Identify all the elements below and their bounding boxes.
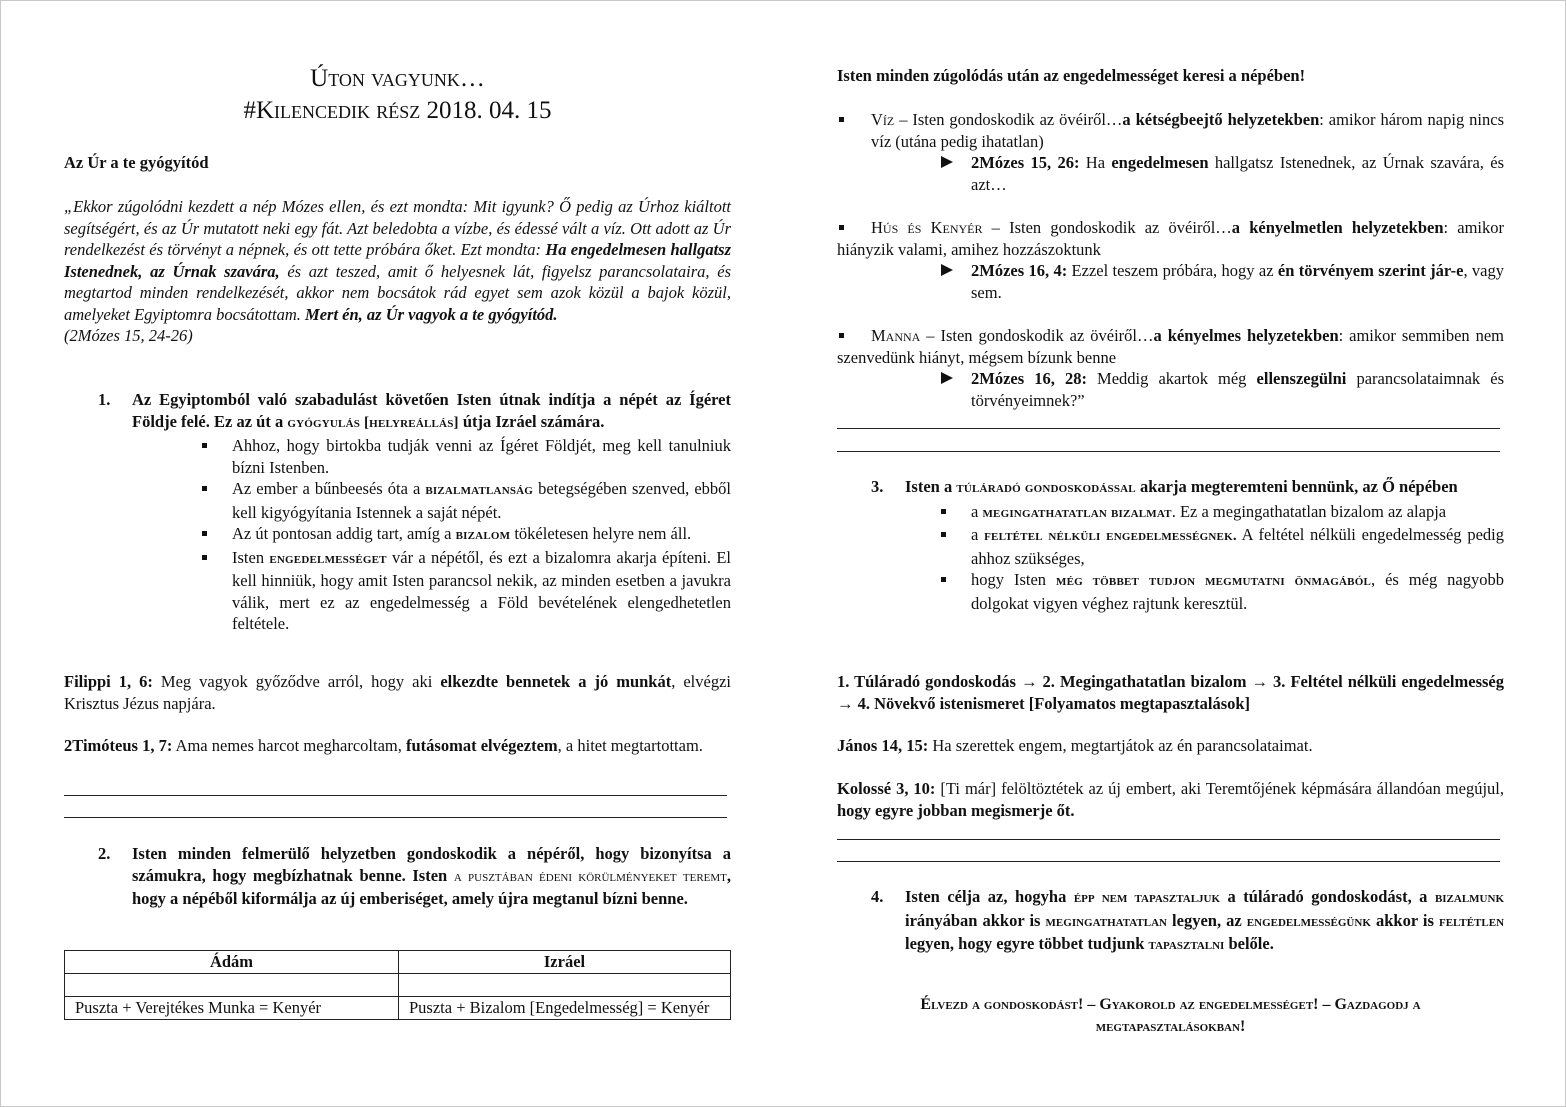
quote-emphasis-1: Ha engedelmesen hallgatsz Istenednek, az Úrnak szavára,: [64, 240, 731, 281]
item-label: Hús és Kenyér: [871, 218, 983, 237]
bullet-item: Ahhoz, hogy birtokba tudják venni az Ígéret Földjét, meg kell tanulniuk bízni Istenben.: [232, 435, 731, 478]
verse-filippi: Filippi 1, 6: Meg vagyok győződve arról, hogy aki elkezdte bennetek a jó munkát, elvégzi Krisztus Jézus napjára.: [64, 672, 731, 713]
verse-reference: 2Timóteus 1, 7:: [64, 736, 173, 755]
square-bullet-icon: [202, 486, 207, 491]
table-row: [65, 974, 731, 997]
point-3-bullets: [971, 501, 1504, 615]
bullet-item: hogy Isten még többet tudjon megmutatni önmagából, és még nagyobb dolgokat vigyen véghez rajtunk keresztül.: [971, 569, 1504, 614]
square-bullet-icon: [839, 117, 844, 122]
bullet-item: Isten engedelmességet vár a népétől, és ezt a bizalomra akarja építeni. El kell hinniük, hogy amit Isten parancsol nekik, az minden esetben a javukra válik, mert ez az engedelmesség a Föld bevételének elengedhetetlen feltétele.: [232, 547, 731, 635]
verse-reference: Kolossé 3, 10:: [837, 779, 936, 798]
bullet-item: a feltétel nélküli engedelmességnek. A feltétel nélküli engedelmesség pedig ahhoz szükséges,: [971, 524, 1504, 569]
provision-item-manna: [837, 325, 1504, 411]
item-label: Manna: [871, 326, 921, 345]
quote-emphasis-2: Mert én, az Úr vagyok a te gyógyítód.: [305, 304, 558, 324]
numbered-point-3: [871, 476, 1504, 614]
verse-kolosse: Kolossé 3, 10: [Ti már] felöltöztétek az új embert, aki Teremtőjének képmására állandóan megújul, hogy egyre jobban megismerje őt.: [837, 779, 1504, 820]
notes-line: [64, 817, 727, 818]
table-cell: [399, 974, 731, 997]
square-bullet-icon: [941, 532, 946, 537]
title-line-1: Úton vagyunk…: [310, 65, 485, 92]
square-bullet-icon: [839, 333, 844, 338]
square-bullet-icon: [839, 225, 844, 230]
closing-exhortation: Élvezd a gondoskodást! – Gyakorold az engedelmességet! – Gazdagodj a megtapasztalásokban!: [920, 996, 1421, 1035]
point-number: 1.: [98, 390, 111, 409]
bullet-item: a megingathatatlan bizalmat. Ez a megingathatatlan bizalom az alapja: [971, 501, 1504, 525]
square-bullet-icon: [202, 555, 207, 560]
table-header-row: [65, 951, 731, 974]
sub-reference: 2Mózes 15, 26: Ha engedelmesen hallgatsz Istenednek, az Úrnak szavára, és azt…: [971, 152, 1504, 195]
triangle-bullet-icon: [941, 156, 953, 168]
page-title: [64, 63, 731, 127]
verse-janos: János 14, 15: Ha szerettek engem, megtartjátok az én parancsolataimat.: [837, 736, 1313, 755]
item-label: Víz: [871, 110, 895, 129]
triangle-bullet-icon: [941, 264, 953, 276]
square-bullet-icon: [941, 577, 946, 582]
numbered-point-4: [871, 886, 1504, 957]
provision-item-viz: Víz – Isten gondoskodik az övéiről…a kétségbeejtő helyzetekben: amikor három napig nincs víz (utána pedig ihatatlan) 2Mózes 15, 26: Ha engedelmesen hallgatsz Istenednek, az Úrnak szavára, és azt…: [837, 109, 1504, 195]
quote-reference: (2Mózes 15, 24-26): [64, 326, 193, 345]
notes-line: [837, 428, 1500, 429]
point-1-bullets: [232, 435, 731, 635]
point-text: Isten minden felmerülő helyzetben gondoskodik a népéről, hogy bizonyítsa a számukra, hogy megbízhatnak benne. Isten a pusztában édeni körülményeket teremt, hogy a népéből kiformálja az új emberiséget, amely újra megtanul bízni benne.: [132, 844, 731, 908]
scripture-quote: „Ekkor zúgolódni kezdett a nép Mózes ellen, és ezt mondta: Mit igyunk? Ő pedig az Úrhoz kiáltott segítségért, és az Úr mutatott neki egy fát. Azt beledobta a vízbe, és édessé vált a víz. Ott adott az Úr rendelkezést és törvényt a népnek, és ott tette próbára őket. Ezt mondta: Ha engedelmesen hallgatsz Istenednek, az Úrnak szavára, és azt teszed, amit ő helyesnek lát, figyelsz parancsolataira, és megtartod minden rendelkezését, akkor nem bocsátok rád egyet sem azok közül a bajok közül, amelyeket Egyiptomra bocsátottam. Mert én, az Úr vagyok a te gyógyítód. (2Mózes 15, 24-26): [64, 197, 731, 345]
sequence-summary: 1. Túláradó gondoskodás → 2. Megingathatatlan bizalom → 3. Feltétel nélküli engedelmesség → 4. Növekvő istenismeret [Folyamatos megtapasztalások]: [837, 672, 1504, 713]
sub-reference: 2Mózes 16, 4: Ezzel teszem próbára, hogy az én törvényem szerint jár-e, vagy sem.: [971, 260, 1504, 303]
table-cell: Puszta + Bizalom [Engedelmesség] = Kenyér: [399, 997, 731, 1020]
point-text: Az Egyiptomból való szabadulást követően Isten útnak indítja a népét az Ígéret Földje felé. Ez az út a gyógyulás [helyreállás] útja Izráel számára.: [132, 390, 731, 431]
sub-reference: 2Mózes 16, 28: Meddig akartok még ellenszegülni parancsolataimnak és törvényeimnek?”: [971, 368, 1504, 411]
verse-reference: Filippi 1, 6:: [64, 672, 153, 691]
square-bullet-icon: [202, 443, 207, 448]
notes-line: [64, 795, 727, 796]
comparison-table: [64, 950, 731, 1020]
point-text: Isten célja az, hogyha épp nem tapasztaljuk a túláradó gondoskodást, a bizalmunk irányában akkor is megingathatatlan legyen, az engedelmességünk akkor is feltétlen legyen, hogy egyre többet tudjunk tapasztalni belőle.: [905, 887, 1505, 953]
provision-item-hus-es-kenyer: [837, 217, 1504, 303]
section-heading: Az Úr a te gyógyítód: [64, 153, 209, 172]
item-main-text: Manna – Isten gondoskodik az övéiről…a kényelmes helyzetekben: amikor semmiben nem szenvedünk hiányt, mégsem bízunk benne: [837, 326, 1504, 367]
numbered-point-2: [98, 843, 731, 910]
numbered-point-1: [98, 389, 731, 635]
point-number: 3.: [871, 477, 884, 496]
verse-timoteus: 2Timóteus 1, 7: Ama nemes harcot megharcoltam, futásomat elvégeztem, a hitet megtartottam.: [64, 736, 703, 755]
column-header-adam: Ádám: [65, 951, 399, 974]
point-text: Isten a túláradó gondoskodással akarja megteremteni bennünk, az Ő népében: [905, 477, 1458, 496]
notes-line: [837, 839, 1500, 840]
table-cell: [65, 974, 399, 997]
item-main-text: Hús és Kenyér – Isten gondoskodik az övéiről…a kényelmetlen helyzetekben: amikor hiányzik valami, amihez hozzászoktunk: [837, 218, 1505, 259]
table-cell: Puszta + Verejtékes Munka = Kenyér: [65, 997, 399, 1020]
bullet-item: Az ember a bűnbeesés óta a bizalmatlanság betegségében szenved, ebből kell kigyógyítania Istennek a saját népét.: [232, 478, 731, 523]
square-bullet-icon: [202, 531, 207, 536]
notes-line: [837, 451, 1500, 452]
point-number: 2.: [98, 844, 111, 863]
title-line-2: #Kilencedik rész 2018. 04. 15: [243, 97, 552, 124]
point-number: 4.: [871, 887, 884, 906]
table-row: [65, 997, 731, 1020]
bullet-item: Az út pontosan addig tart, amíg a bizalom tökéletesen helyre nem áll.: [232, 523, 731, 547]
square-bullet-icon: [941, 509, 946, 514]
verse-reference: János 14, 15:: [837, 736, 929, 755]
right-heading: Isten minden zúgolódás után az engedelmességet keresi a népében!: [837, 66, 1306, 85]
column-header-izrael: Izráel: [399, 951, 731, 974]
triangle-bullet-icon: [941, 372, 953, 384]
notes-line: [837, 861, 1500, 862]
